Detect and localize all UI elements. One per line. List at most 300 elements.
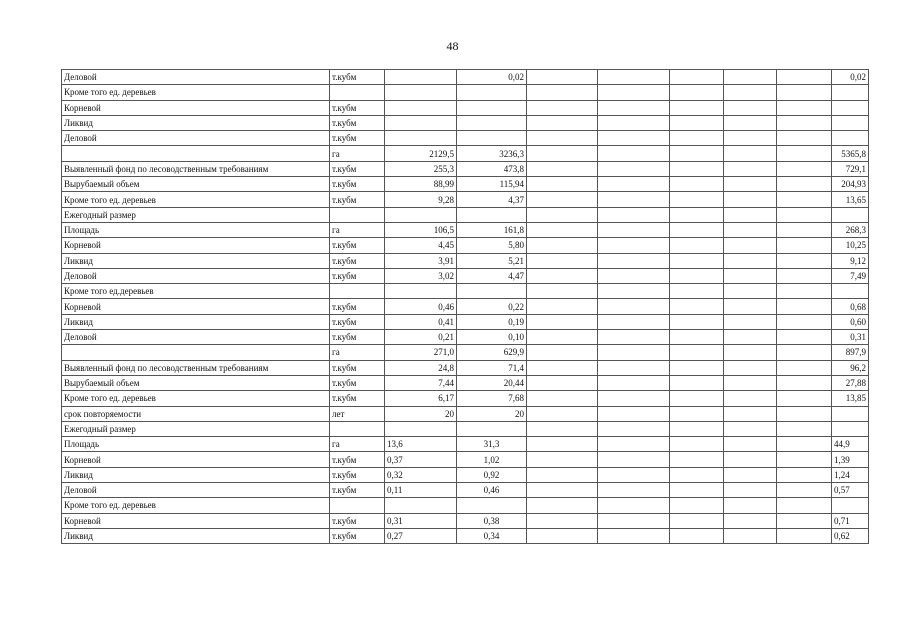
value-cell: [777, 177, 832, 192]
value-cell: [598, 268, 670, 283]
table-row: [62, 330, 869, 345]
value-cell: 115,94: [457, 177, 527, 192]
unit-cell: га: [330, 146, 385, 161]
value-cell: 0,41: [385, 314, 457, 329]
value-cell: 1,02: [457, 452, 527, 467]
value-cell: [670, 238, 724, 253]
row-label-cell: Деловой: [62, 483, 330, 498]
value-cell: [598, 131, 670, 146]
value-cell: [724, 284, 777, 299]
value-cell: [598, 207, 670, 222]
value-cell: [527, 498, 598, 513]
value-cell: 0,32: [385, 467, 457, 482]
value-cell: [598, 238, 670, 253]
value-cell: [777, 513, 832, 528]
value-cell: [457, 421, 527, 436]
row-label-cell: Корневой: [62, 299, 330, 314]
value-cell: 0,31: [385, 513, 457, 528]
value-cell: [385, 421, 457, 436]
value-cell: 88,99: [385, 177, 457, 192]
value-cell: [832, 207, 869, 222]
value-cell: [724, 421, 777, 436]
unit-cell: т.кубм: [330, 299, 385, 314]
value-cell: [670, 100, 724, 115]
value-cell: [527, 70, 598, 85]
value-cell: [724, 299, 777, 314]
value-cell: 7,49: [832, 268, 869, 283]
value-cell: [527, 421, 598, 436]
value-cell: [385, 115, 457, 130]
value-cell: [670, 146, 724, 161]
table-row: [62, 406, 869, 421]
value-cell: [527, 192, 598, 207]
value-cell: [598, 360, 670, 375]
value-cell: [724, 513, 777, 528]
value-cell: 3236,3: [457, 146, 527, 161]
value-cell: [457, 115, 527, 130]
value-cell: [724, 483, 777, 498]
value-cell: [724, 222, 777, 237]
value-cell: 3,02: [385, 268, 457, 283]
value-cell: [724, 452, 777, 467]
value-cell: [598, 299, 670, 314]
value-cell: [670, 345, 724, 360]
unit-cell: т.кубм: [330, 528, 385, 543]
value-cell: [527, 115, 598, 130]
value-cell: [670, 391, 724, 406]
unit-cell: т.кубм: [330, 314, 385, 329]
value-cell: 0,57: [832, 483, 869, 498]
row-label-cell: Кроме того ед. деревьев: [62, 192, 330, 207]
value-cell: [777, 528, 832, 543]
table-row: [62, 268, 869, 283]
row-label-cell: Деловой: [62, 268, 330, 283]
row-label-cell: Ликвид: [62, 253, 330, 268]
unit-cell: т.кубм: [330, 161, 385, 176]
value-cell: 729,1: [832, 161, 869, 176]
value-cell: [670, 85, 724, 100]
unit-cell: га: [330, 345, 385, 360]
value-cell: [670, 330, 724, 345]
value-cell: [777, 498, 832, 513]
unit-cell: [330, 498, 385, 513]
value-cell: [777, 391, 832, 406]
row-label-cell: Площадь: [62, 437, 330, 452]
value-cell: [598, 284, 670, 299]
value-cell: [527, 314, 598, 329]
value-cell: [598, 345, 670, 360]
value-cell: [598, 513, 670, 528]
table-row: [62, 85, 869, 100]
value-cell: [724, 330, 777, 345]
unit-cell: [330, 85, 385, 100]
unit-cell: т.кубм: [330, 452, 385, 467]
value-cell: 0,11: [385, 483, 457, 498]
table-row: [62, 115, 869, 130]
unit-cell: т.кубм: [330, 177, 385, 192]
value-cell: [724, 391, 777, 406]
value-cell: [724, 437, 777, 452]
value-cell: [598, 115, 670, 130]
value-cell: [598, 330, 670, 345]
row-label-cell: Вырубаемый объем: [62, 375, 330, 390]
table-row: [62, 437, 869, 452]
value-cell: 629,9: [457, 345, 527, 360]
value-cell: [598, 222, 670, 237]
value-cell: 5365,8: [832, 146, 869, 161]
value-cell: [777, 70, 832, 85]
value-cell: [777, 146, 832, 161]
table-row: [62, 70, 869, 85]
value-cell: [777, 238, 832, 253]
value-cell: [598, 85, 670, 100]
value-cell: [670, 299, 724, 314]
row-label-cell: срок повторяемости: [62, 406, 330, 421]
table-row: [62, 284, 869, 299]
value-cell: [724, 238, 777, 253]
value-cell: [457, 284, 527, 299]
value-cell: [527, 207, 598, 222]
value-cell: 13,65: [832, 192, 869, 207]
row-label-cell: Корневой: [62, 100, 330, 115]
value-cell: [598, 161, 670, 176]
unit-cell: т.кубм: [330, 483, 385, 498]
value-cell: [777, 299, 832, 314]
table-row: [62, 192, 869, 207]
value-cell: [670, 70, 724, 85]
value-cell: 271,0: [385, 345, 457, 360]
value-cell: 255,3: [385, 161, 457, 176]
value-cell: [777, 314, 832, 329]
unit-cell: га: [330, 222, 385, 237]
value-cell: [527, 406, 598, 421]
row-label-cell: Кроме того ед.деревьев: [62, 284, 330, 299]
value-cell: [670, 161, 724, 176]
row-label-cell: Корневой: [62, 238, 330, 253]
value-cell: [670, 452, 724, 467]
row-label-cell: Ликвид: [62, 314, 330, 329]
value-cell: [598, 421, 670, 436]
value-cell: 0,46: [457, 483, 527, 498]
row-label-cell: Ликвид: [62, 528, 330, 543]
unit-cell: т.кубм: [330, 375, 385, 390]
value-cell: [832, 284, 869, 299]
value-cell: [724, 345, 777, 360]
value-cell: [832, 498, 869, 513]
value-cell: [598, 192, 670, 207]
value-cell: [724, 115, 777, 130]
value-cell: [598, 70, 670, 85]
value-cell: [724, 314, 777, 329]
row-label-cell: [62, 146, 330, 161]
value-cell: [832, 131, 869, 146]
value-cell: [385, 70, 457, 85]
value-cell: [385, 284, 457, 299]
value-cell: 161,8: [457, 222, 527, 237]
value-cell: [598, 100, 670, 115]
value-cell: [777, 452, 832, 467]
value-cell: [527, 284, 598, 299]
table-row: [62, 131, 869, 146]
value-cell: 27,88: [832, 375, 869, 390]
value-cell: [385, 207, 457, 222]
value-cell: [777, 131, 832, 146]
table-row: [62, 375, 869, 390]
table-row: [62, 360, 869, 375]
value-cell: [724, 192, 777, 207]
value-cell: 0,21: [385, 330, 457, 345]
value-cell: [527, 375, 598, 390]
value-cell: [598, 253, 670, 268]
value-cell: 0,31: [832, 330, 869, 345]
value-cell: [777, 207, 832, 222]
value-cell: 0,46: [385, 299, 457, 314]
value-cell: 20: [385, 406, 457, 421]
value-cell: [724, 268, 777, 283]
row-label-cell: Ежегодный размер: [62, 207, 330, 222]
table-row: [62, 513, 869, 528]
value-cell: 13,6: [385, 437, 457, 452]
value-cell: [598, 437, 670, 452]
row-label-cell: Вырубаемый объем: [62, 177, 330, 192]
value-cell: [670, 284, 724, 299]
value-cell: [832, 85, 869, 100]
value-cell: 0,92: [457, 467, 527, 482]
row-label-cell: Кроме того ед. деревьев: [62, 498, 330, 513]
value-cell: [724, 467, 777, 482]
row-label-cell: Ежегодный размер: [62, 421, 330, 436]
row-label-cell: Выявленный фонд по лесоводственным требованиям: [62, 360, 330, 375]
value-cell: [527, 360, 598, 375]
value-cell: [724, 528, 777, 543]
row-label-cell: [62, 345, 330, 360]
value-cell: [527, 391, 598, 406]
value-cell: [457, 498, 527, 513]
value-cell: [527, 483, 598, 498]
value-cell: 6,17: [385, 391, 457, 406]
value-cell: [385, 85, 457, 100]
row-label-cell: Кроме того ед. деревьев: [62, 85, 330, 100]
value-cell: [385, 100, 457, 115]
value-cell: [670, 115, 724, 130]
table-row: [62, 253, 869, 268]
table-row: [62, 222, 869, 237]
value-cell: [457, 100, 527, 115]
value-cell: 71,4: [457, 360, 527, 375]
value-cell: [598, 528, 670, 543]
value-cell: [832, 100, 869, 115]
value-cell: [670, 268, 724, 283]
value-cell: 5,21: [457, 253, 527, 268]
value-cell: [670, 513, 724, 528]
value-cell: [777, 406, 832, 421]
table-row: [62, 467, 869, 482]
value-cell: [777, 192, 832, 207]
row-label-cell: Площадь: [62, 222, 330, 237]
value-cell: 2129,5: [385, 146, 457, 161]
value-cell: 24,8: [385, 360, 457, 375]
unit-cell: т.кубм: [330, 513, 385, 528]
table-row: [62, 207, 869, 222]
value-cell: [724, 207, 777, 222]
value-cell: 10,25: [832, 238, 869, 253]
value-cell: [598, 452, 670, 467]
table-row: [62, 238, 869, 253]
value-cell: 0,34: [457, 528, 527, 543]
row-label-cell: Кроме того ед. деревьев: [62, 391, 330, 406]
value-cell: [724, 70, 777, 85]
value-cell: [598, 375, 670, 390]
value-cell: [527, 452, 598, 467]
unit-cell: т.кубм: [330, 100, 385, 115]
value-cell: [724, 498, 777, 513]
value-cell: 4,47: [457, 268, 527, 283]
row-label-cell: Деловой: [62, 330, 330, 345]
value-cell: 0,37: [385, 452, 457, 467]
value-cell: [670, 192, 724, 207]
table-row: [62, 177, 869, 192]
table-row: [62, 146, 869, 161]
value-cell: [724, 146, 777, 161]
unit-cell: [330, 421, 385, 436]
value-cell: [598, 146, 670, 161]
value-cell: [777, 284, 832, 299]
forest-volume-table: [61, 69, 869, 544]
value-cell: 0,19: [457, 314, 527, 329]
value-cell: [777, 360, 832, 375]
value-cell: 106,5: [385, 222, 457, 237]
value-cell: [527, 253, 598, 268]
value-cell: 268,3: [832, 222, 869, 237]
value-cell: [724, 375, 777, 390]
value-cell: [670, 498, 724, 513]
value-cell: [777, 268, 832, 283]
value-cell: [777, 345, 832, 360]
table-row: [62, 391, 869, 406]
value-cell: [670, 177, 724, 192]
value-cell: [777, 421, 832, 436]
value-cell: [457, 131, 527, 146]
value-cell: 0,62: [832, 528, 869, 543]
value-cell: 1,24: [832, 467, 869, 482]
value-cell: [598, 467, 670, 482]
table-row: [62, 498, 869, 513]
value-cell: [598, 177, 670, 192]
value-cell: 4,37: [457, 192, 527, 207]
value-cell: [670, 528, 724, 543]
value-cell: [527, 345, 598, 360]
value-cell: [777, 100, 832, 115]
value-cell: 0,68: [832, 299, 869, 314]
value-cell: [527, 100, 598, 115]
row-label-cell: Деловой: [62, 70, 330, 85]
value-cell: [777, 437, 832, 452]
value-cell: [670, 131, 724, 146]
value-cell: [724, 161, 777, 176]
value-cell: [527, 528, 598, 543]
value-cell: [832, 406, 869, 421]
value-cell: [457, 207, 527, 222]
value-cell: 96,2: [832, 360, 869, 375]
value-cell: [527, 437, 598, 452]
value-cell: [777, 375, 832, 390]
value-cell: 0,22: [457, 299, 527, 314]
value-cell: [527, 330, 598, 345]
value-cell: [527, 268, 598, 283]
value-cell: [670, 406, 724, 421]
unit-cell: т.кубм: [330, 253, 385, 268]
table-row: [62, 345, 869, 360]
value-cell: [527, 146, 598, 161]
unit-cell: т.кубм: [330, 268, 385, 283]
value-cell: [777, 161, 832, 176]
row-label-cell: Деловой: [62, 131, 330, 146]
value-cell: 4,45: [385, 238, 457, 253]
row-label-cell: Корневой: [62, 513, 330, 528]
value-cell: 9,28: [385, 192, 457, 207]
value-cell: 0,27: [385, 528, 457, 543]
value-cell: [598, 498, 670, 513]
value-cell: 9,12: [832, 253, 869, 268]
value-cell: [527, 467, 598, 482]
table-row: [62, 421, 869, 436]
value-cell: 473,8: [457, 161, 527, 176]
value-cell: [777, 330, 832, 345]
value-cell: [670, 222, 724, 237]
unit-cell: т.кубм: [330, 360, 385, 375]
value-cell: [724, 360, 777, 375]
value-cell: [670, 360, 724, 375]
table-row: [62, 161, 869, 176]
value-cell: 3,91: [385, 253, 457, 268]
value-cell: [724, 100, 777, 115]
unit-cell: т.кубм: [330, 238, 385, 253]
unit-cell: лет: [330, 406, 385, 421]
value-cell: [670, 314, 724, 329]
value-cell: [777, 222, 832, 237]
value-cell: [724, 406, 777, 421]
value-cell: 20,44: [457, 375, 527, 390]
value-cell: [527, 161, 598, 176]
value-cell: [527, 85, 598, 100]
unit-cell: т.кубм: [330, 467, 385, 482]
row-label-cell: Ликвид: [62, 467, 330, 482]
value-cell: [777, 115, 832, 130]
page-number: 48: [446, 39, 459, 53]
value-cell: 7,44: [385, 375, 457, 390]
value-cell: [527, 131, 598, 146]
value-cell: [670, 483, 724, 498]
table-row: [62, 299, 869, 314]
value-cell: [527, 238, 598, 253]
value-cell: [670, 437, 724, 452]
value-cell: [777, 467, 832, 482]
unit-cell: т.кубм: [330, 330, 385, 345]
table-row: [62, 483, 869, 498]
value-cell: [598, 314, 670, 329]
value-cell: 7,68: [457, 391, 527, 406]
value-cell: 13,85: [832, 391, 869, 406]
value-cell: [457, 85, 527, 100]
row-label-cell: Корневой: [62, 452, 330, 467]
value-cell: 0,10: [457, 330, 527, 345]
value-cell: [724, 253, 777, 268]
value-cell: [385, 131, 457, 146]
value-cell: [670, 253, 724, 268]
value-cell: [670, 375, 724, 390]
value-cell: [527, 177, 598, 192]
unit-cell: га: [330, 437, 385, 452]
